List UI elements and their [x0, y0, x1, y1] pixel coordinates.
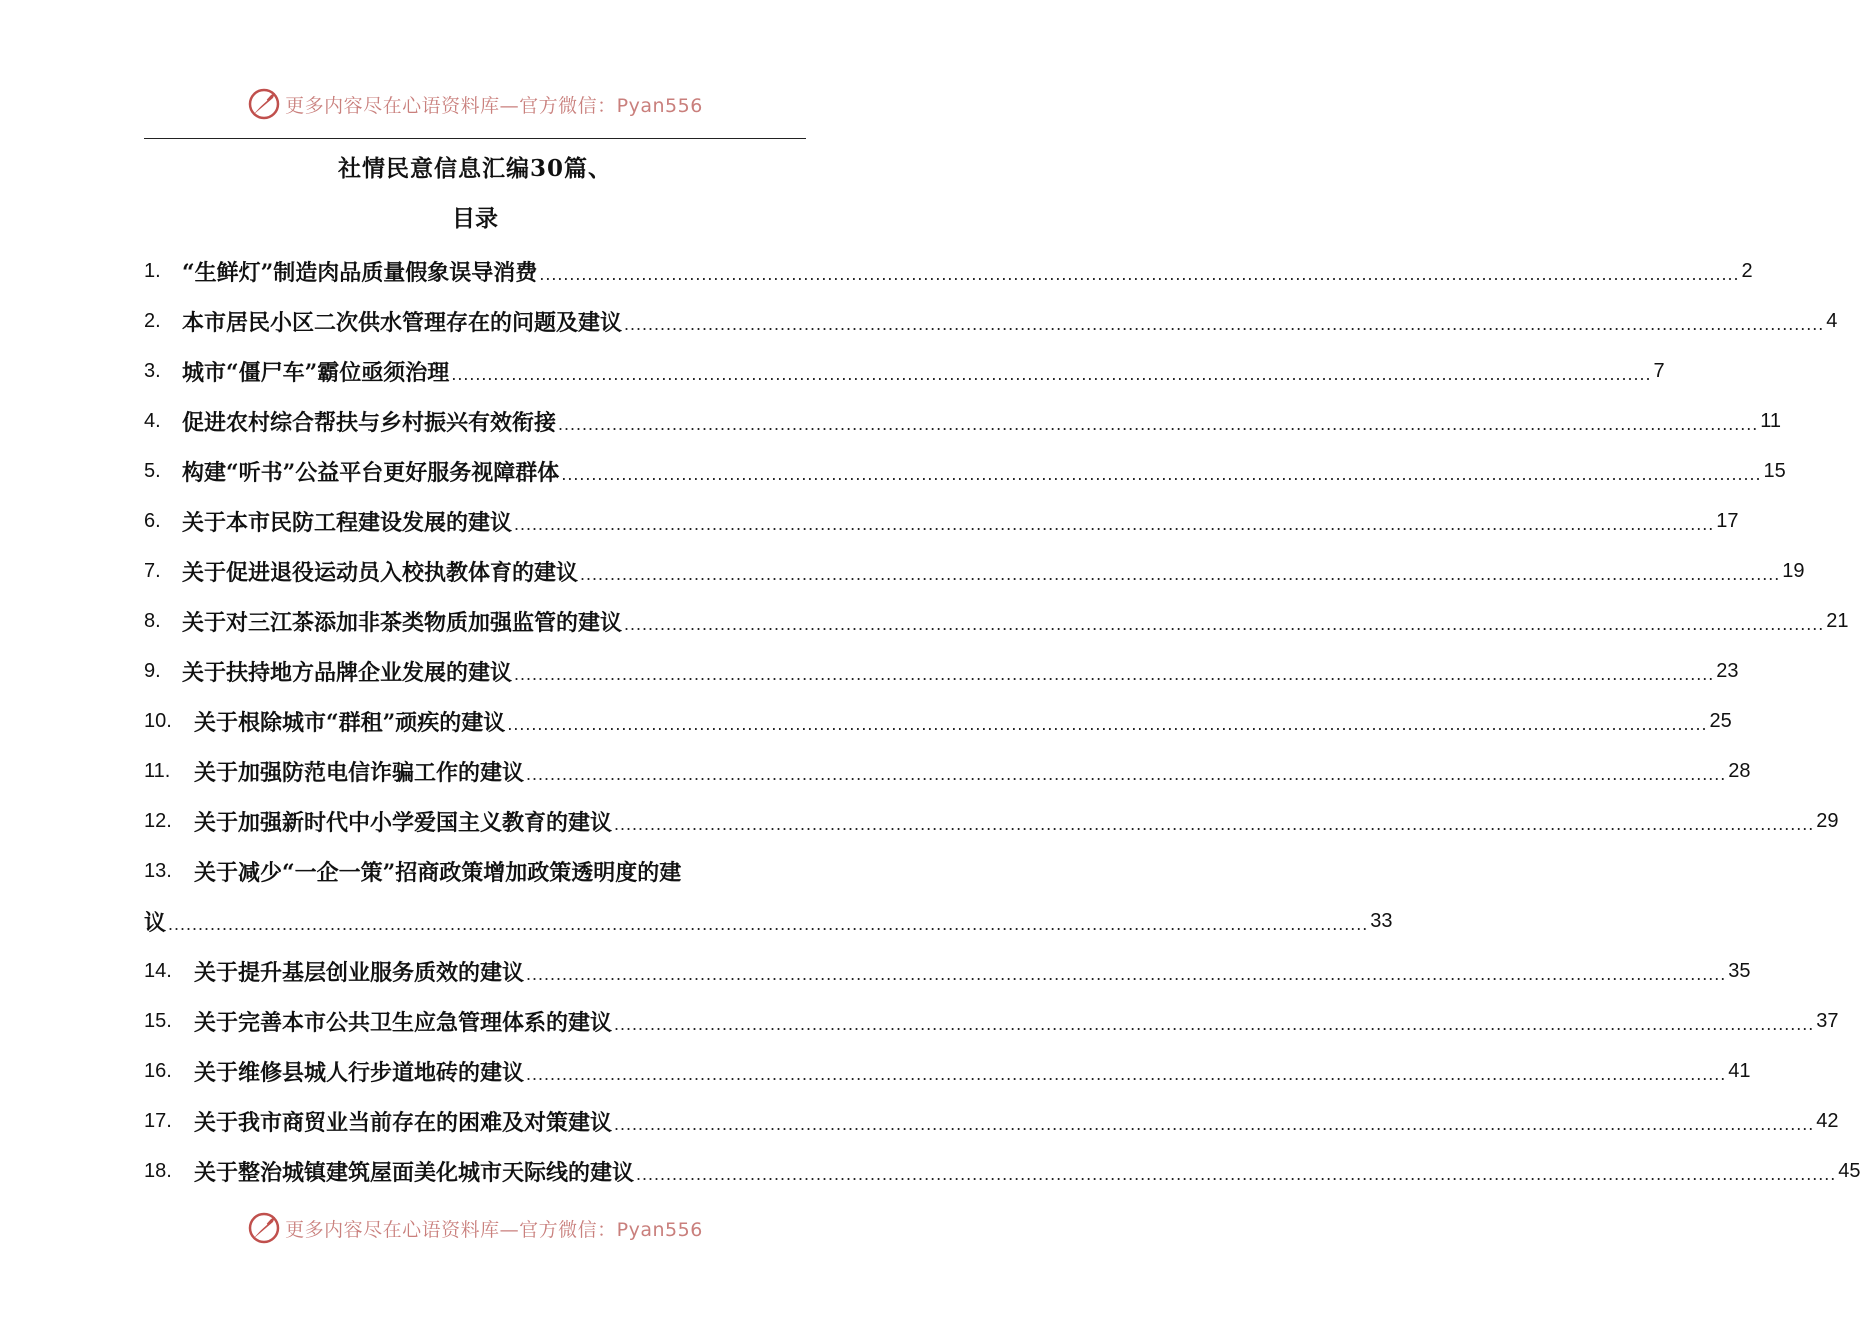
- toc-leader-dots: ........................................................................................................................................................................................................: [514, 663, 1715, 684]
- toc-leader-dots: ........................................................................................................................................................................................................: [526, 963, 1727, 984]
- toc-leader-dots: ........................................................................................................................................................................................................: [624, 613, 1825, 634]
- banner-text: 更多内容尽在心语资料库—官方微信：Pyan556: [285, 94, 703, 117]
- toc-entry[interactable]: [144, 696, 1732, 746]
- toc-entry-page: 4: [1826, 309, 1838, 332]
- toc-entry-title: 关于扶持地方品牌企业发展的建议: [182, 659, 513, 686]
- toc-entry[interactable]: [144, 246, 1753, 296]
- toc-entry[interactable]: [144, 546, 1805, 596]
- footer-banner: [0, 1208, 950, 1248]
- toc-leader-dots: ........................................................................................................................................................................................................: [580, 563, 1781, 584]
- toc-entry-number: 1.: [144, 259, 161, 282]
- toc-entry-page: 42: [1816, 1109, 1839, 1132]
- toc-entry-number: 6.: [144, 509, 161, 532]
- toc-entry-page: 28: [1728, 759, 1751, 782]
- toc-leader-dots: ........................................................................................................................................................................................................: [561, 463, 1762, 484]
- toc-entry[interactable]: [144, 346, 1665, 396]
- toc-leader-dots: ........................................................................................................................................................................................................: [636, 1163, 1837, 1184]
- toc-leader-dots: ........................................................................................................................................................................................................: [514, 513, 1715, 534]
- toc-entry-title: 关于对三江茶添加非茶类物质加强监管的建议: [182, 609, 623, 636]
- toc-entry-title: 关于加强新时代中小学爱国主义教育的建议: [194, 809, 613, 836]
- toc-leader-dots: ........................................................................................................................................................................................................: [558, 413, 1759, 434]
- toc-entry-title: 本市居民小区二次供水管理存在的问题及建议: [182, 309, 623, 336]
- toc-entry-number: 16.: [144, 1059, 172, 1082]
- toc-entry-number: 2.: [144, 309, 161, 332]
- toc-entry[interactable]: [144, 946, 1751, 996]
- toc-entry-title: 促进农村综合帮扶与乡村振兴有效衔接: [182, 409, 557, 436]
- toc-entry[interactable]: [144, 1046, 1751, 1096]
- toc-entry-number: 10.: [144, 709, 172, 732]
- toc-entry[interactable]: [144, 496, 1739, 546]
- toc-entry-number: 15.: [144, 1009, 172, 1032]
- toc-heading: 目录: [452, 205, 498, 232]
- document-title: 社情民意信息汇编30篇、: [337, 155, 612, 182]
- toc-entry-number: 11.: [144, 759, 171, 782]
- toc-entry-title: “生鲜灯”制造肉品质量假象误导消费: [182, 259, 538, 286]
- toc-entry-title: 关于提升基层创业服务质效的建议: [194, 959, 525, 986]
- toc-entry-number: 17.: [144, 1109, 172, 1132]
- toc-leader-dots: ........................................................................................................................................................................................................: [507, 713, 1708, 734]
- toc-entry-number: 5.: [144, 459, 161, 482]
- toc-entry-page: 15: [1763, 459, 1786, 482]
- toc-entry-title-cont: 议: [144, 909, 167, 936]
- toc-entry-title: 关于完善本市公共卫生应急管理体系的建议: [194, 1009, 613, 1036]
- toc-entry[interactable]: [144, 296, 1838, 346]
- toc-entry[interactable]: [144, 596, 1849, 646]
- toc-entry-title: 关于我市商贸业当前存在的困难及对策建议: [194, 1109, 613, 1136]
- toc-entry-page: 19: [1782, 559, 1805, 582]
- quill-pen-logo-icon: [247, 1211, 281, 1245]
- table-of-contents: [144, 246, 1860, 1196]
- toc-entry[interactable]: [144, 1146, 1860, 1196]
- toc-entry-number: 4.: [144, 409, 161, 432]
- toc-entry-title: 关于加强防范电信诈骗工作的建议: [194, 759, 525, 786]
- quill-pen-logo-icon: [247, 87, 281, 121]
- toc-entry-number: 3.: [144, 359, 161, 382]
- toc-entry-number: 8.: [144, 609, 161, 632]
- toc-entry-page: 33: [1370, 909, 1393, 932]
- toc-entry-page: 21: [1826, 609, 1849, 632]
- toc-entry-page: 29: [1816, 809, 1839, 832]
- toc-leader-dots: ........................................................................................................................................................................................................: [614, 1113, 1815, 1134]
- banner-text: 更多内容尽在心语资料库—官方微信：Pyan556: [285, 1218, 703, 1241]
- toc-leader-dots: ........................................................................................................................................................................................................: [451, 363, 1652, 384]
- toc-entry-number: 12.: [144, 809, 172, 832]
- toc-entry[interactable]: [144, 846, 860, 896]
- toc-entry-number: 9.: [144, 659, 161, 682]
- toc-entry-number: 7.: [144, 559, 161, 582]
- toc-entry-number: 14.: [144, 959, 172, 982]
- toc-entry[interactable]: [144, 1096, 1839, 1146]
- toc-leader-dots: ........................................................................................................................................................................................................: [539, 263, 1740, 284]
- toc-entry[interactable]: [144, 746, 1751, 796]
- toc-entry[interactable]: [144, 996, 1839, 1046]
- toc-entry-page: 25: [1709, 709, 1732, 732]
- toc-entry-title: 城市“僵尸车”霸位亟须治理: [182, 359, 450, 386]
- toc-leader-dots: ........................................................................................................................................................................................................: [526, 1063, 1727, 1084]
- toc-entry-title: 关于促进退役运动员入校执教体育的建议: [182, 559, 579, 586]
- toc-entry-number: 18.: [144, 1159, 172, 1182]
- toc-entry[interactable]: [144, 646, 1739, 696]
- toc-entry-page: 35: [1728, 959, 1751, 982]
- toc-leader-dots: ........................................................................................................................................................................................................: [168, 913, 1369, 934]
- toc-leader-dots: ........................................................................................................................................................................................................: [614, 1013, 1815, 1034]
- toc-entry-title: 关于根除城市“群租”顽疾的建议: [194, 709, 506, 736]
- header-rule: [144, 138, 806, 139]
- toc-leader-dots: ........................................................................................................................................................................................................: [526, 763, 1727, 784]
- toc-entry-page: 2: [1741, 259, 1753, 282]
- toc-entry-page: 37: [1816, 1009, 1839, 1032]
- toc-entry-title: 关于本市民防工程建设发展的建议: [182, 509, 513, 536]
- toc-entry[interactable]: [144, 796, 1839, 846]
- header-banner: [0, 84, 950, 124]
- toc-entry[interactable]: [144, 396, 1781, 446]
- toc-entry-title: 关于维修县城人行步道地砖的建议: [194, 1059, 525, 1086]
- toc-entry-page: 45: [1838, 1159, 1860, 1182]
- toc-leader-dots: ........................................................................................................................................................................................................: [624, 313, 1825, 334]
- toc-entry-number: 13.: [144, 859, 172, 882]
- toc-entry-title: 关于整治城镇建筑屋面美化城市天际线的建议: [194, 1159, 635, 1186]
- toc-entry-page: 41: [1728, 1059, 1751, 1082]
- toc-entry-page: 23: [1716, 659, 1739, 682]
- toc-entry-title: 关于减少“一企一策”招商政策增加政策透明度的建: [194, 859, 682, 886]
- toc-entry-page: 11: [1760, 409, 1781, 432]
- toc-entry-continuation[interactable]: [144, 896, 1393, 946]
- toc-entry[interactable]: [144, 446, 1786, 496]
- toc-leader-dots: ........................................................................................................................................................................................................: [614, 813, 1815, 834]
- toc-entry-page: 17: [1716, 509, 1739, 532]
- toc-entry-page: 7: [1653, 359, 1665, 382]
- toc-entry-title: 构建“听书”公益平台更好服务视障群体: [182, 459, 560, 486]
